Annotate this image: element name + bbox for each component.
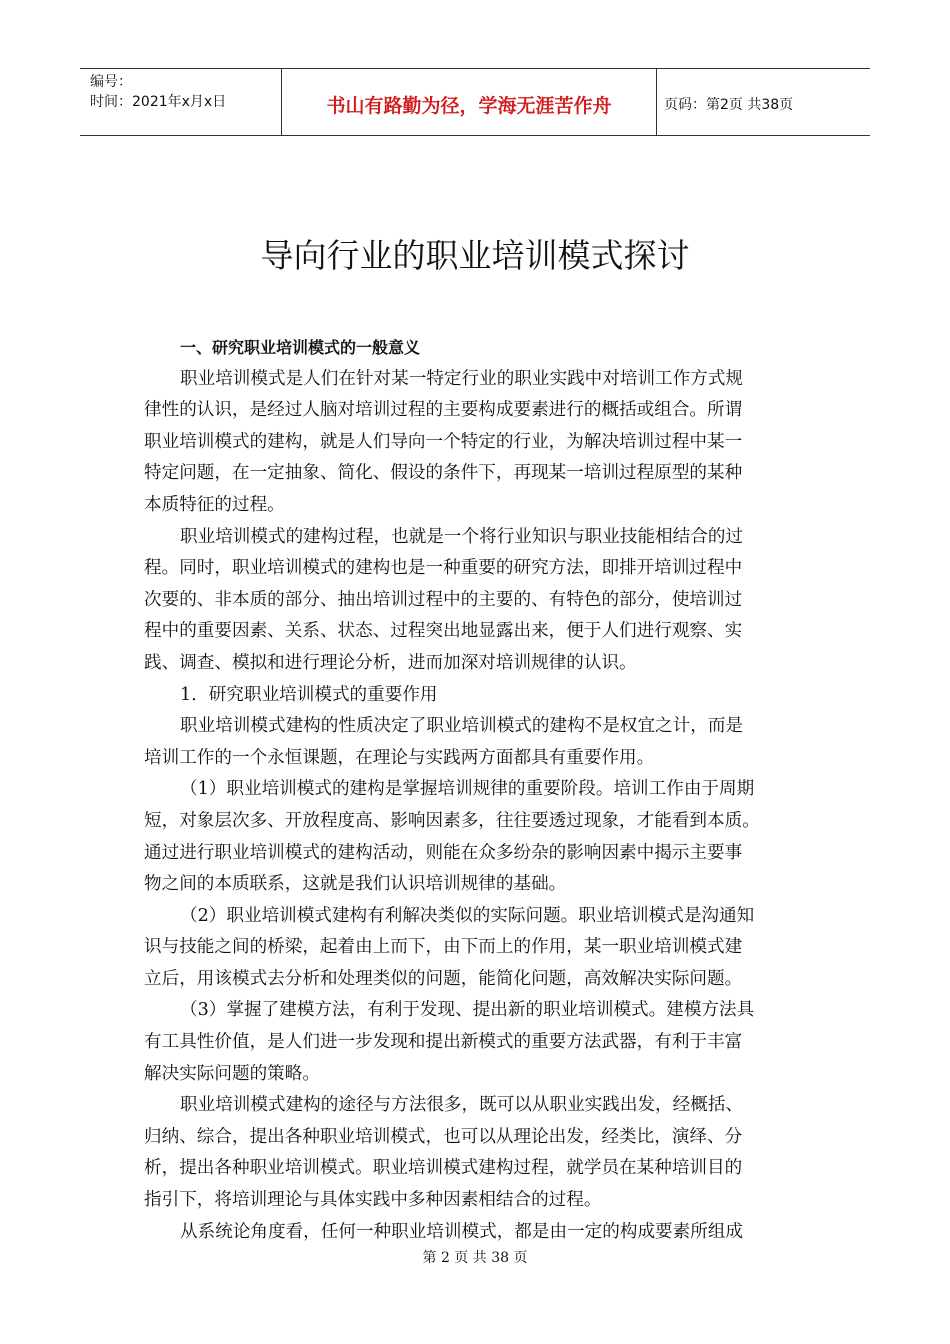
body-line: 解决实际问题的策略。 bbox=[144, 1063, 320, 1084]
body-line: （2）职业培训模式建构有利解决类似的实际问题。职业培训模式是沟通知 bbox=[180, 905, 755, 926]
body-line: 特定问题，在一定抽象、简化、假设的条件下，再现某一培训过程原型的某种 bbox=[144, 463, 743, 484]
body-line: 从系统论角度看，任何一种职业培训模式，都是由一定的构成要素所组成 bbox=[180, 1221, 744, 1242]
body-line: 职业培训模式建构的性质决定了职业培训模式的建构不是权宜之计，而是 bbox=[180, 716, 744, 737]
header-motto: 书山有路勤为径，学海无涯苦作舟 bbox=[326, 95, 612, 117]
body-line: （1）职业培训模式的建构是掌握培训规律的重要阶段。培训工作由于周期 bbox=[180, 779, 755, 800]
body-line: 归纳、综合，提出各种职业培训模式，也可以从理论出发，经类比，演绎、分 bbox=[144, 1126, 743, 1147]
body-line: 次要的、非本质的部分、抽出培训过程中的主要的、有特色的部分，使培训过 bbox=[144, 589, 743, 610]
body-line: 职业培训模式建构的途径与方法很多，既可以从职业实践出发，经概括、 bbox=[180, 1095, 744, 1116]
body-line: 职业培训模式是人们在针对某一特定行业的职业实践中对培训工作方式规 bbox=[180, 368, 744, 389]
body-line: 践、调查、模拟和进行理论分析，进而加深对培训规律的认识。 bbox=[144, 652, 637, 673]
body-line: 程中的重要因素、关系、状态、过程突出地显露出来，便于人们进行观察、实 bbox=[144, 621, 743, 642]
document-title: 导向行业的职业培训模式探讨 bbox=[260, 236, 690, 275]
body-line: 物之间的本质联系，这就是我们认识培训规律的基础。 bbox=[144, 874, 567, 895]
body-line: 有工具性价值，是人们进一步发现和提出新模式的重要方法武器，有利于丰富 bbox=[144, 1032, 743, 1053]
body-line: 本质特征的过程。 bbox=[144, 494, 285, 515]
header-bottom-rule bbox=[80, 135, 870, 136]
section-heading: 一、研究职业培训模式的一般意义 bbox=[180, 338, 421, 357]
header-time-label: 时间：2021年x月x日 bbox=[90, 94, 227, 110]
body-line: 培训工作的一个永恒课题，在理论与实践两方面都具有重要作用。 bbox=[144, 747, 655, 768]
page-footer: 第 2 页 共 38 页 bbox=[422, 1250, 528, 1266]
body-line: 立后，用该模式去分析和处理类似的问题，能简化问题，高效解决实际问题。 bbox=[144, 968, 743, 989]
body-line: 短，对象层次多、开放程度高、影响因素多，往往要透过现象，才能看到本质。 bbox=[144, 810, 760, 831]
header-top-rule bbox=[80, 68, 870, 69]
body-line: 指引下，将培训理论与具体实践中多种因素相结合的过程。 bbox=[144, 1190, 602, 1211]
header-divider-right bbox=[656, 68, 657, 136]
header-number-label: 编号： bbox=[90, 74, 132, 90]
body-line: （3）掌握了建模方法，有利于发现、提出新的职业培训模式。建模方法具 bbox=[180, 1000, 755, 1021]
body-line: 律性的认识，是经过人脑对培训过程的主要构成要素进行的概括或组合。所谓 bbox=[144, 400, 743, 421]
body-line: 职业培训模式的建构过程，也就是一个将行业知识与职业技能相结合的过 bbox=[180, 526, 744, 547]
document-body bbox=[144, 332, 804, 1248]
body-line: 通过进行职业培训模式的建构活动，则能在众多纷杂的影响因素中揭示主要事 bbox=[144, 842, 743, 863]
body-line: 1．研究职业培训模式的重要作用 bbox=[180, 684, 438, 705]
body-line: 识与技能之间的桥梁，起着由上而下，由下而上的作用，某一职业培训模式建 bbox=[144, 937, 743, 958]
body-line: 析，提出各种职业培训模式。职业培训模式建构过程，就学员在某种培训目的 bbox=[144, 1158, 743, 1179]
header-page-info: 页码：第2页 共38页 bbox=[664, 97, 794, 113]
body-line: 职业培训模式的建构，就是人们导向一个特定的行业，为解决培训过程中某一 bbox=[144, 431, 743, 452]
body-line: 程。同时，职业培训模式的建构也是一种重要的研究方法，即排开培训过程中 bbox=[144, 558, 743, 579]
